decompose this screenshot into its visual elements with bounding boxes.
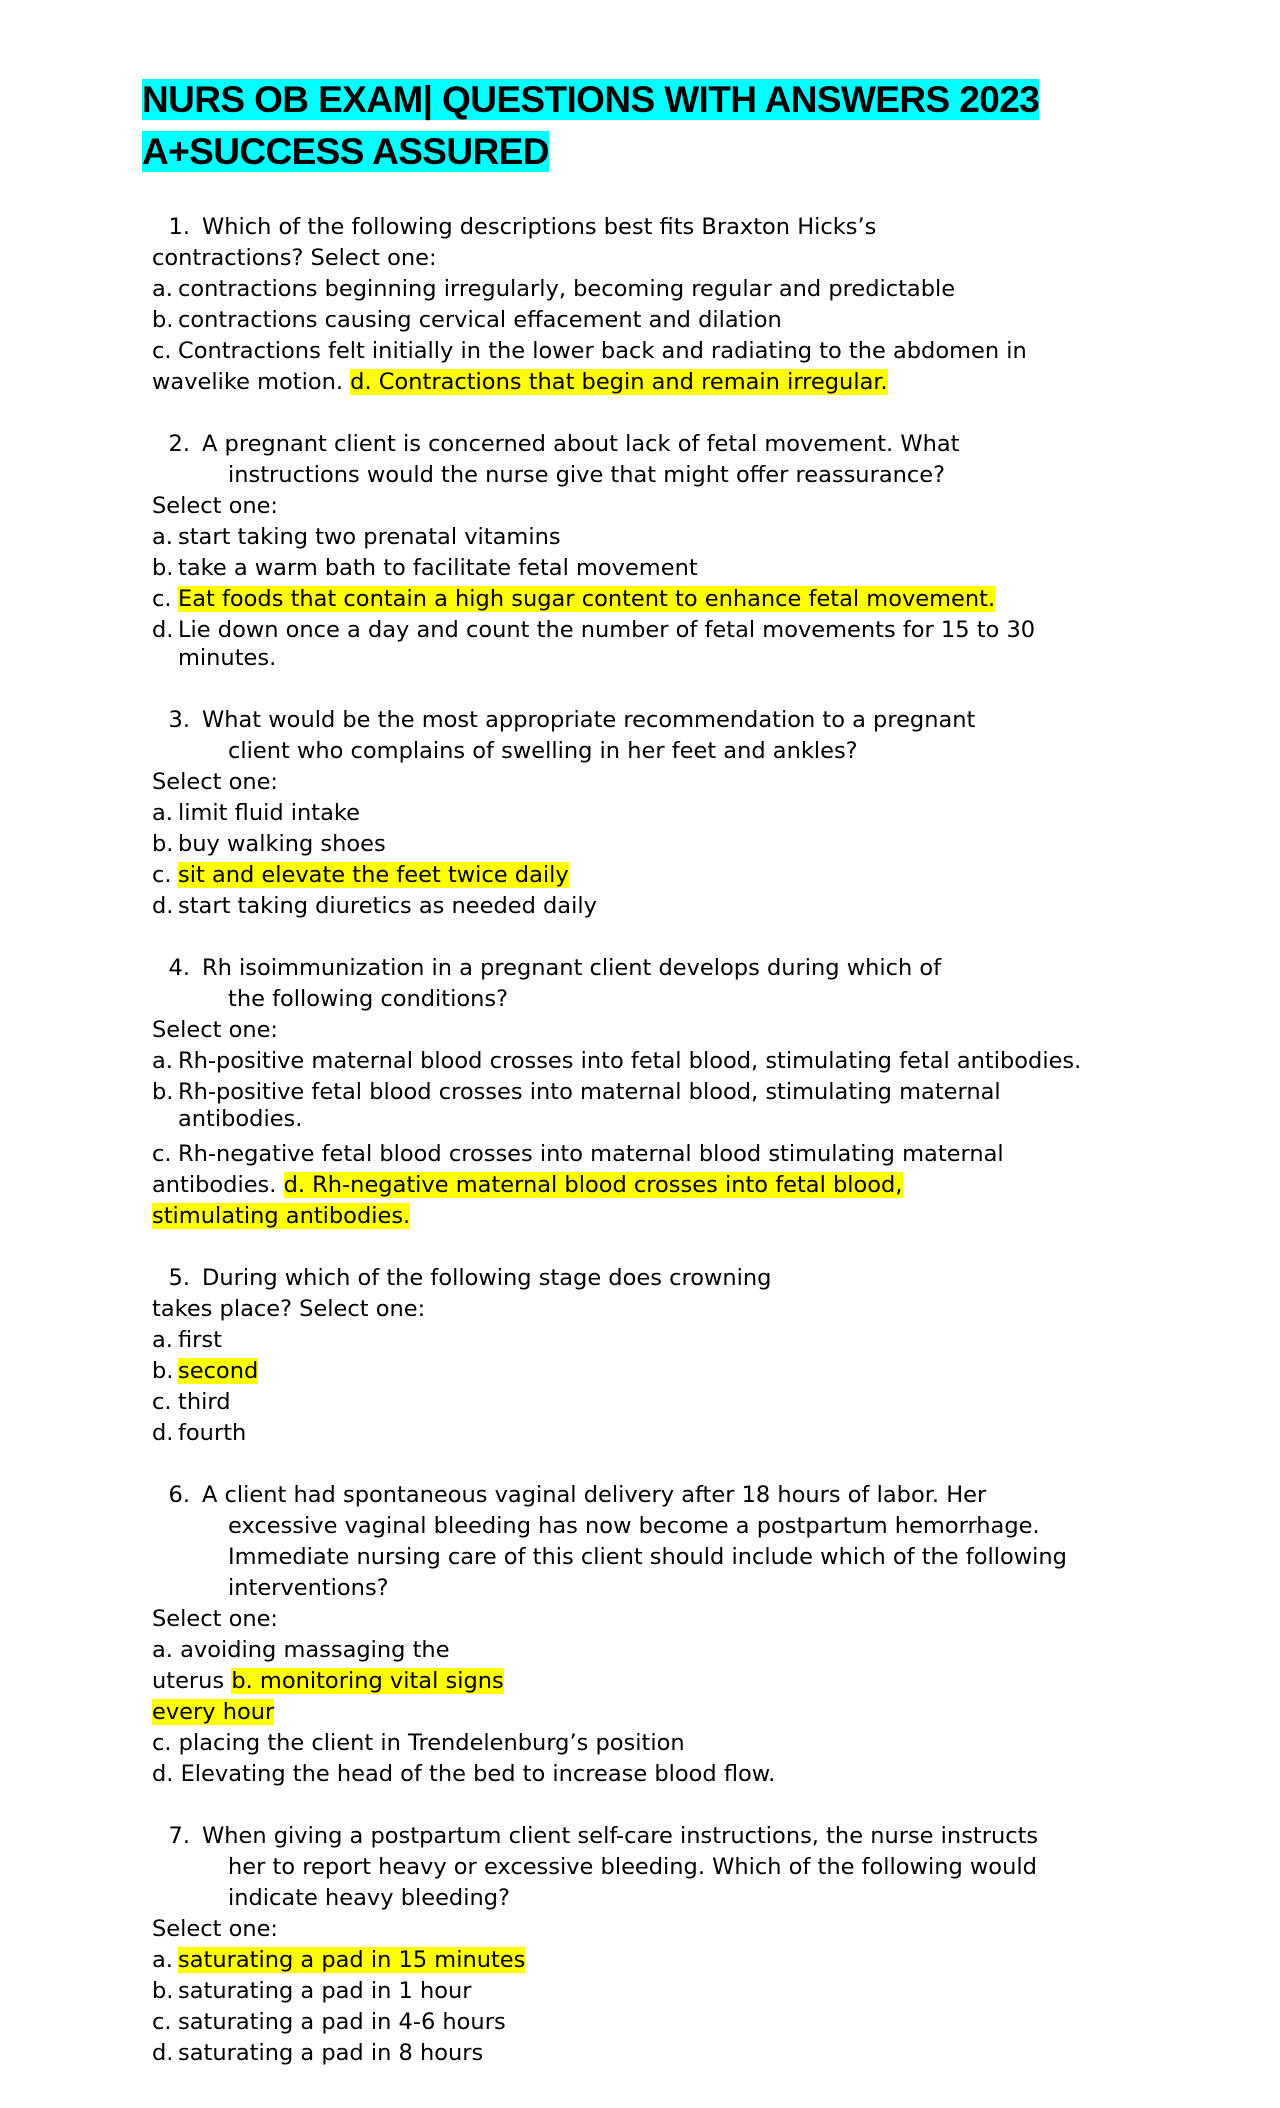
question-6-stem: 6. A client had spontaneous vaginal delivery after 18 hours of labor. Her (152, 1480, 986, 1511)
question-4-option-b: b. Rh-positive fetal blood crosses into maternal blood, stimulating maternal (152, 1079, 1001, 1105)
question-6-number: 6. (168, 1482, 190, 1508)
question-5-stem: 5. During which of the following stage does crowning (152, 1263, 771, 1294)
title-line-2: A+SUCCESS ASSURED (142, 131, 549, 172)
question-4-option-c: c. Rh-negative fetal blood crosses into maternal blood stimulating maternal (152, 1141, 1004, 1167)
question-4-answer: d. Rh-negative maternal blood crosses into fetal blood, (283, 1172, 903, 1198)
question-3-answer: sit and elevate the feet twice daily (178, 862, 569, 888)
question-2-option-a: a. start taking two prenatal vitamins (152, 524, 561, 550)
question-2-option-b: b. take a warm bath to facilitate fetal movement (152, 555, 698, 581)
question-1-option-c-cont: wavelike motion. d. Contractions that begin and remain irregular. (152, 369, 888, 395)
question-2-select: Select one: (152, 493, 279, 519)
question-3-option-d: d. start taking diuretics as needed daily (152, 893, 597, 919)
question-7-answer: saturating a pad in 15 minutes (178, 1947, 526, 1973)
question-6-stem-cont-3: interventions? (228, 1575, 389, 1601)
question-2-option-d-cont: minutes. (178, 645, 277, 671)
page-title (142, 74, 1142, 178)
question-7-select: Select one: (152, 1916, 279, 1942)
question-3-stem-cont: client who complains of swelling in her feet and ankles? (228, 738, 858, 764)
question-6-option-d: d. Elevating the head of the bed to increase blood flow. (152, 1761, 776, 1787)
question-1-option-b: b. contractions causing cervical effacement and dilation (152, 307, 782, 333)
question-5-option-b: b. second (152, 1358, 259, 1384)
question-6-answer: b. monitoring vital signs (231, 1668, 504, 1694)
question-7-stem-cont-1: her to report heavy or excessive bleeding. Which of the following would (228, 1854, 1037, 1880)
question-7-option-d: d. saturating a pad in 8 hours (152, 2040, 484, 2066)
question-6-option-c: c. placing the client in Trendelenburg’s position (152, 1730, 685, 1756)
question-3-option-a: a. limit fluid intake (152, 800, 360, 826)
question-4-option-a: a. Rh-positive maternal blood crosses into fetal blood, stimulating fetal antibodies. (152, 1048, 1082, 1074)
question-4-select: Select one: (152, 1017, 279, 1043)
question-7-number: 7. (168, 1823, 190, 1849)
question-3-number: 3. (168, 707, 190, 733)
question-7-option-b: b. saturating a pad in 1 hour (152, 1978, 472, 2004)
question-1-stem-cont: contractions? Select one: (152, 245, 437, 271)
question-2-number: 2. (168, 431, 190, 457)
question-6-select: Select one: (152, 1606, 279, 1632)
question-5-option-d: d. fourth (152, 1420, 247, 1446)
question-2-option-c: c. Eat foods that contain a high sugar content to enhance fetal movement. (152, 586, 996, 612)
question-6-stem-cont-2: Immediate nursing care of this client should include which of the following (228, 1544, 1067, 1570)
question-2-answer: Eat foods that contain a high sugar content to enhance fetal movement. (178, 586, 996, 612)
question-4-option-c-cont: antibodies. d. Rh-negative maternal blood crosses into fetal blood, (152, 1172, 903, 1198)
question-7-option-a: a. saturating a pad in 15 minutes (152, 1947, 526, 1973)
question-5-number: 5. (168, 1265, 190, 1291)
question-5-option-a: a. first (152, 1327, 222, 1353)
question-3-stem: 3. What would be the most appropriate recommendation to a pregnant (152, 705, 975, 736)
question-4-stem-cont: the following conditions? (228, 986, 509, 1012)
question-1-option-c: c. Contractions felt initially in the lower back and radiating to the abdomen in (152, 338, 1027, 364)
question-4-answer-cont: stimulating antibodies. (152, 1203, 411, 1229)
question-3-select: Select one: (152, 769, 279, 795)
title-line-1: NURS OB EXAM| QUESTIONS WITH ANSWERS 2023 (142, 79, 1040, 120)
question-4-option-b-cont: antibodies. (178, 1106, 303, 1132)
question-4-number: 4. (168, 955, 190, 981)
question-6-option-a-cont: uterus b. monitoring vital signs (152, 1668, 504, 1694)
question-7-stem: 7. When giving a postpartum client self-care instructions, the nurse instructs (152, 1821, 1038, 1852)
question-4-stem: 4. Rh isoimmunization in a pregnant client develops during which of (152, 953, 941, 984)
question-7-stem-cont-2: indicate heavy bleeding? (228, 1885, 510, 1911)
question-2-option-d: d. Lie down once a day and count the number of fetal movements for 15 to 30 (152, 617, 1036, 643)
question-1-option-a: a. contractions beginning irregularly, becoming regular and predictable (152, 276, 956, 302)
question-5-answer: second (178, 1358, 259, 1384)
question-2-stem: 2. A pregnant client is concerned about lack of fetal movement. What (152, 429, 959, 460)
question-3-option-b: b. buy walking shoes (152, 831, 386, 857)
question-7-option-c: c. saturating a pad in 4-6 hours (152, 2009, 506, 2035)
question-5-option-c: c. third (152, 1389, 231, 1415)
question-1-stem: 1. Which of the following descriptions best fits Braxton Hicks’s (152, 212, 876, 243)
question-6-answer-cont: every hour (152, 1699, 275, 1725)
question-3-option-c: c. sit and elevate the feet twice daily (152, 862, 569, 888)
question-5-stem-cont: takes place? Select one: (152, 1296, 426, 1322)
question-1-answer: d. Contractions that begin and remain irregular. (350, 369, 888, 395)
question-1-number: 1. (168, 214, 190, 240)
question-2-stem-cont: instructions would the nurse give that might offer reassurance? (228, 462, 946, 488)
question-6-option-a: a. avoiding massaging the (152, 1637, 450, 1663)
question-6-stem-cont-1: excessive vaginal bleeding has now become a postpartum hemorrhage. (228, 1513, 1040, 1539)
